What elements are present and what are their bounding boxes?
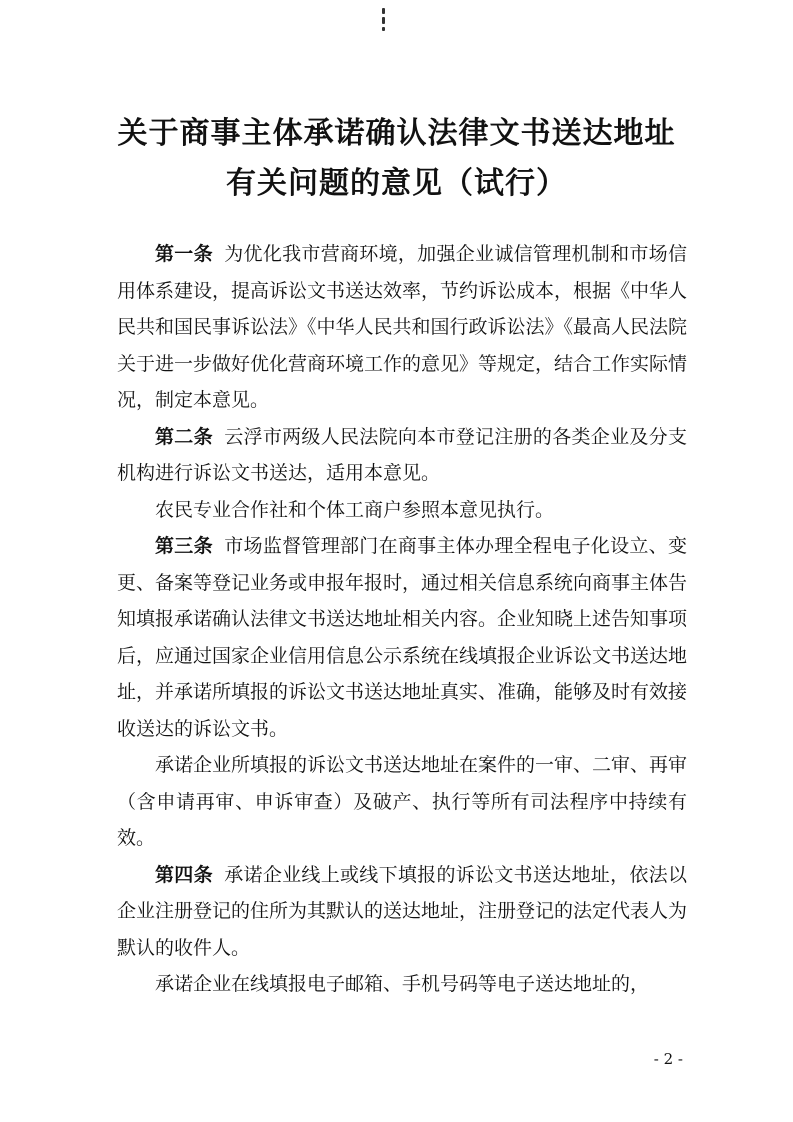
- paragraph-text: 云浮市两级人民法院向本市登记注册的各类企业及分支机构进行诉讼文书送达，适用本意见。: [117, 425, 687, 484]
- paragraph-article-2: [117, 419, 687, 492]
- article-label: 第四条: [155, 863, 213, 886]
- binding-mark: [382, 8, 385, 32]
- paragraph-text: 承诺企业所填报的诉讼文书送达地址在案件的一审、二审、再审（含申请再审、申诉审查）及破产、执行等所有司法程序中持续有效。: [117, 754, 688, 849]
- paragraph-text: 承诺企业线上或线下填报的诉讼文书送达地址，依法以企业注册登记的住所为其默认的送达地址，注册登记的法定代表人为默认的收件人。: [117, 863, 688, 959]
- paragraph-text: 市场监督管理部门在商事主体办理全程电子化设立、变更、备案等登记业务或申报年报时，通过相关信息系统向商事主体告知填报承诺确认法律文书送达地址相关内容。企业知晓上述告知事项后，应通过国家企业信用信息公示系统在线填报企业诉讼文书送达地址，并承诺所填报的诉讼文书送达地址真实、准确，能够及时有效接收送达的诉讼文书。: [117, 535, 688, 740]
- paragraph-article-2-supplement: [117, 492, 687, 529]
- document-body: [117, 236, 687, 1003]
- paragraph-article-4: [117, 857, 687, 967]
- paragraph-article-1: [117, 236, 687, 419]
- paragraph-text: 承诺企业在线填报电子邮箱、手机号码等电子送达地址的，: [155, 973, 650, 995]
- paragraph-text: 为优化我市营商环境，加强企业诚信管理机制和市场信用体系建设，提高诉讼文书送达效率，节约诉讼成本，根据《中华人民共和国民事诉讼法》《中华人民共和国行政诉讼法》《最高人民法院关于进一步做好优化营商环境工作的意见》等规定，结合工作实际情况，制定本意见。: [117, 243, 688, 411]
- document-title-line-1: 关于商事主体承诺确认法律文书送达地址: [117, 116, 676, 151]
- paragraph-text: 农民专业合作社和个体工商户参照本意见执行。: [155, 498, 555, 521]
- paragraph-article-4-supplement: [117, 966, 687, 1003]
- paragraph-article-3-supplement: [117, 747, 687, 857]
- document-title-line-2: 有关问题的意见（试行）: [226, 166, 567, 201]
- page-number: - 2 -: [653, 1050, 683, 1068]
- paragraph-article-3: [117, 528, 687, 747]
- article-label: 第二条: [155, 425, 213, 448]
- article-label: 第三条: [155, 535, 213, 557]
- article-label: 第一条: [155, 243, 213, 265]
